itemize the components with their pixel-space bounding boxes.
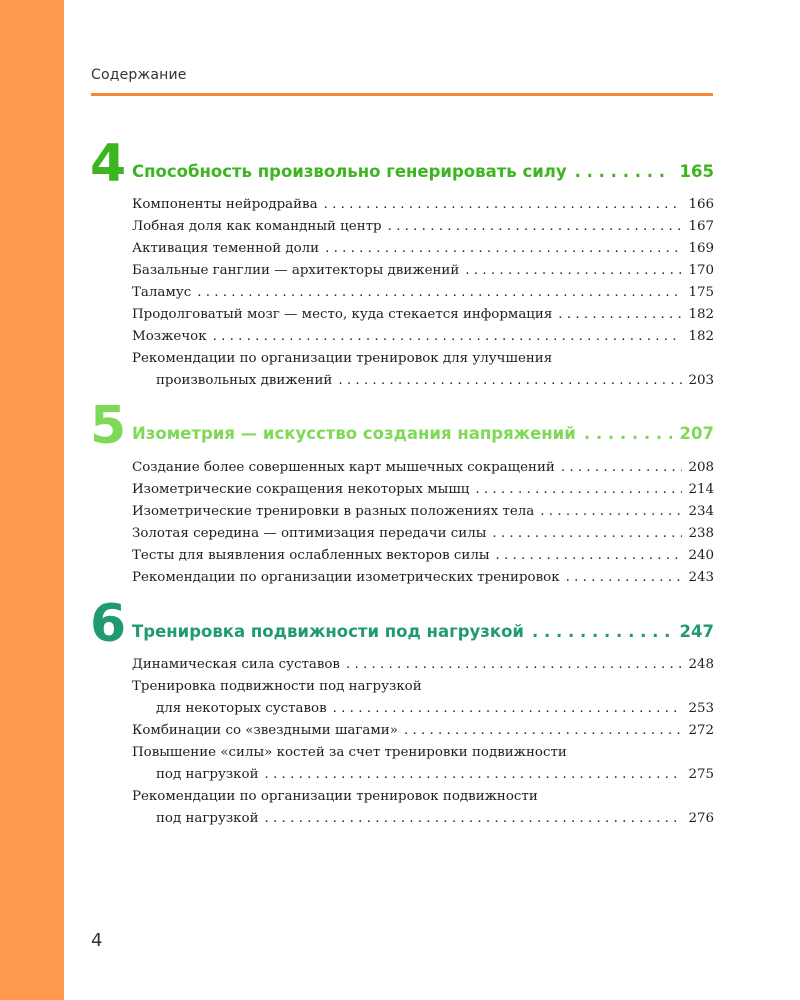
entry-title: Комбинации со «звездными шагами» [132, 723, 398, 738]
leader-dots [325, 238, 682, 260]
entry-title: Рекомендации по организации изометрических тренировок [132, 570, 560, 585]
entry-title: Рекомендации по организации тренировок подвижности [132, 789, 538, 804]
entry-title: Компоненты нейродрайва [132, 197, 318, 212]
leader-dots [338, 370, 682, 392]
entry-title: Динамическая сила суставов [132, 657, 340, 672]
leader-dots [558, 304, 682, 326]
toc-entry[interactable] [132, 654, 714, 676]
entry-title-continued: для некоторых суставов [156, 701, 327, 716]
entry-title: Активация теменной доли [132, 241, 320, 256]
entry-page: 240 [688, 548, 714, 563]
toc-entry[interactable] [132, 501, 714, 523]
entry-title: Повышение «силы» костей за счет тренировки подвижности [132, 745, 567, 760]
entry-page: 182 [688, 329, 714, 344]
leader-dots [566, 567, 683, 589]
toc-entry[interactable] [132, 282, 714, 304]
leader-dots [265, 764, 683, 786]
toc-entry[interactable] [132, 545, 714, 567]
entry-page: 203 [688, 373, 714, 388]
entry-page: 234 [688, 504, 714, 519]
entry-title: Тесты для выявления ослабленных векторов силы [132, 548, 490, 563]
toc-entry[interactable] [132, 260, 714, 282]
leader-dots [532, 622, 672, 642]
running-title: Содержание [91, 67, 187, 83]
chapter-title-row[interactable] [132, 162, 714, 182]
chapter-entries [132, 654, 714, 830]
entry-title-continued: произвольных движений [156, 373, 333, 388]
leader-dots [324, 194, 683, 216]
entry-page: 182 [688, 307, 714, 322]
entry-page: 248 [688, 657, 714, 672]
chapter-entries [132, 194, 714, 392]
leader-dots [465, 260, 682, 282]
leader-dots [495, 545, 682, 567]
side-color-band [0, 0, 64, 1000]
entry-title: Изометрические сокращения некоторых мышц [132, 482, 470, 497]
chapter-number: 4 [90, 134, 125, 194]
page-number: 4 [91, 930, 103, 951]
toc-entry[interactable] [132, 348, 714, 392]
toc-entry[interactable] [132, 523, 714, 545]
entry-page: 170 [688, 263, 714, 278]
entry-page: 169 [688, 241, 714, 256]
leader-dots [575, 162, 672, 182]
toc-entry[interactable] [132, 238, 714, 260]
chapter-number: 5 [90, 396, 125, 456]
entry-page: 208 [688, 460, 714, 475]
toc-entry[interactable] [132, 194, 714, 216]
entry-title: Изометрические тренировки в разных положениях тела [132, 504, 535, 519]
leader-dots [197, 282, 682, 304]
leader-dots [265, 808, 683, 830]
chapter-page: 207 [679, 424, 714, 443]
toc-entry[interactable] [132, 567, 714, 589]
entry-title: Золотая середина — оптимизация передачи силы [132, 526, 487, 541]
entry-title: Таламус [132, 285, 192, 300]
chapter-entries [132, 457, 714, 589]
entry-title-continued: под нагрузкой [156, 767, 259, 782]
header-rule [91, 93, 713, 96]
toc-entry[interactable] [132, 479, 714, 501]
toc-entry[interactable] [132, 216, 714, 238]
toc-entry[interactable] [132, 742, 714, 786]
toc-entry[interactable] [132, 676, 714, 720]
leader-dots [492, 523, 682, 545]
leader-dots [388, 216, 683, 238]
chapter-title-row[interactable] [132, 622, 714, 642]
entry-page: 276 [688, 811, 714, 826]
entry-page: 253 [688, 701, 714, 716]
chapter-page: 165 [679, 162, 714, 181]
entry-title: Создание более совершенных карт мышечных сокращений [132, 460, 555, 475]
entry-title: Лобная доля как командный центр [132, 219, 382, 234]
chapter-number: 6 [90, 594, 125, 654]
entry-title-continued: под нагрузкой [156, 811, 259, 826]
leader-dots [540, 501, 682, 523]
toc-entry[interactable] [132, 326, 714, 348]
leader-dots [584, 424, 672, 444]
toc-entry[interactable] [132, 720, 714, 742]
entry-title: Тренировка подвижности под нагрузкой [132, 679, 422, 694]
chapter-title: Изометрия — искусство создания напряжений [132, 424, 576, 443]
entry-title: Мозжечок [132, 329, 207, 344]
chapter-title: Тренировка подвижности под нагрузкой [132, 622, 524, 641]
chapter-title-row[interactable] [132, 424, 714, 444]
chapter-page: 247 [679, 622, 714, 641]
toc-entry[interactable] [132, 304, 714, 326]
entry-page: 214 [688, 482, 714, 497]
chapter-title: Способность произвольно генерировать силу [132, 162, 567, 181]
entry-page: 272 [688, 723, 714, 738]
toc-entry[interactable] [132, 786, 714, 830]
leader-dots [561, 457, 683, 479]
leader-dots [213, 326, 683, 348]
leader-dots [404, 720, 683, 742]
entry-page: 243 [688, 570, 714, 585]
leader-dots [475, 479, 682, 501]
entry-title: Продолговатый мозг — место, куда стекается информация [132, 307, 553, 322]
entry-title: Рекомендации по организации тренировок для улучшения [132, 351, 553, 366]
entry-title: Базальные ганглии — архитекторы движений [132, 263, 460, 278]
leader-dots [333, 698, 683, 720]
toc-entry[interactable] [132, 457, 714, 479]
leader-dots [346, 654, 682, 676]
entry-page: 275 [688, 767, 714, 782]
entry-page: 167 [688, 219, 714, 234]
entry-page: 166 [688, 197, 714, 212]
entry-page: 238 [688, 526, 714, 541]
entry-page: 175 [688, 285, 714, 300]
